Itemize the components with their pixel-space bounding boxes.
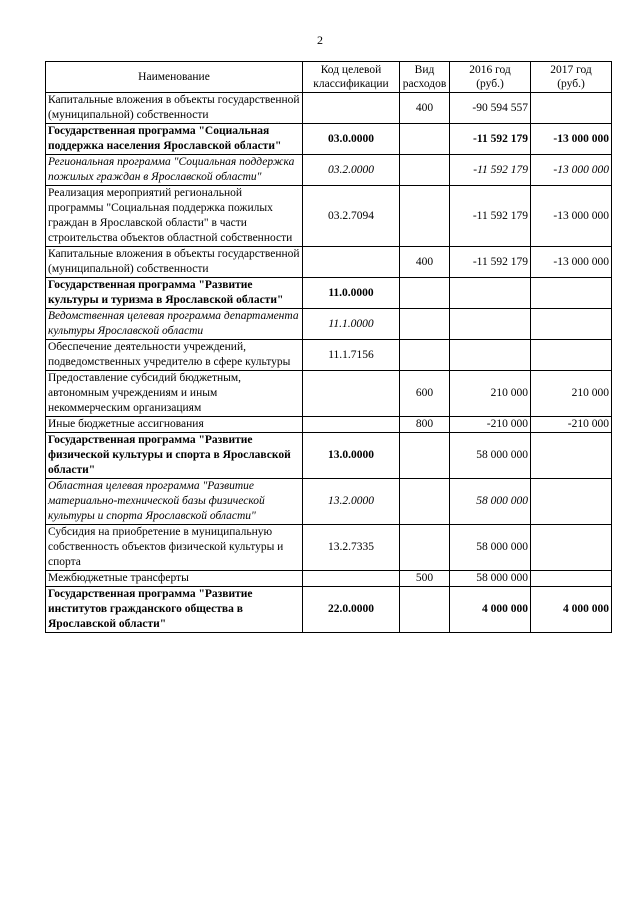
row-2016: 210 000 [450, 371, 531, 417]
table-row [46, 124, 612, 155]
header-2017-line1: 2017 год [550, 64, 592, 76]
row-code: 13.2.7335 [303, 525, 400, 571]
header-kind [400, 62, 450, 93]
row-name: Реализация мероприятий региональной программы "Социальная поддержка пожилых граждан в Ярославской области" в части строительства объектов областной собственности [46, 186, 303, 247]
table-row [46, 571, 612, 587]
row-2017: -210 000 [531, 417, 612, 433]
header-2016-line2: (руб.) [476, 78, 504, 90]
row-2017: -13 000 000 [531, 155, 612, 186]
row-kind [400, 340, 450, 371]
row-name: Государственная программа "Развитие культуры и туризма в Ярославской области" [46, 278, 303, 309]
table-row [46, 247, 612, 278]
row-2017 [531, 93, 612, 124]
row-2017: -13 000 000 [531, 124, 612, 155]
row-kind: 600 [400, 371, 450, 417]
row-2016: 58 000 000 [450, 525, 531, 571]
row-code: 13.0.0000 [303, 433, 400, 479]
page-number: 2 [317, 33, 323, 47]
row-2016: -11 592 179 [450, 155, 531, 186]
row-name: Государственная программа "Развитие институтов гражданского общества в Ярославской области" [46, 587, 303, 633]
table-row [46, 433, 612, 479]
header-code [303, 62, 400, 93]
row-code [303, 571, 400, 587]
row-code: 03.2.7094 [303, 186, 400, 247]
row-2017: -13 000 000 [531, 247, 612, 278]
row-name: Региональная программа "Социальная поддержка пожилых граждан в Ярославской области" [46, 155, 303, 186]
row-kind [400, 479, 450, 525]
row-code: 13.2.0000 [303, 479, 400, 525]
row-code [303, 417, 400, 433]
table-row [46, 278, 612, 309]
row-code [303, 93, 400, 124]
row-name: Капитальные вложения в объекты государственной (муниципальной) собственности [46, 93, 303, 124]
row-kind: 800 [400, 417, 450, 433]
table-row [46, 155, 612, 186]
row-2016 [450, 278, 531, 309]
row-code: 03.2.0000 [303, 155, 400, 186]
row-name: Областная целевая программа "Развитие материально-технической базы физической культуры и спорта Ярославской области" [46, 479, 303, 525]
row-code [303, 371, 400, 417]
row-code [303, 247, 400, 278]
row-2016: 58 000 000 [450, 433, 531, 479]
row-name: Иные бюджетные ассигнования [46, 417, 303, 433]
table-row [46, 309, 612, 340]
row-2016 [450, 309, 531, 340]
table-row [46, 93, 612, 124]
row-kind [400, 124, 450, 155]
header-2017 [531, 62, 612, 93]
row-kind [400, 155, 450, 186]
row-2017 [531, 479, 612, 525]
table-row [46, 186, 612, 247]
header-2016-line1: 2016 год [469, 64, 511, 76]
row-name: Обеспечение деятельности учреждений, подведомственных учредителю в сфере культуры [46, 340, 303, 371]
row-2017: -13 000 000 [531, 186, 612, 247]
table-row [46, 587, 612, 633]
row-kind: 500 [400, 571, 450, 587]
row-kind: 400 [400, 247, 450, 278]
row-code: 03.0.0000 [303, 124, 400, 155]
budget-table [45, 61, 612, 633]
table-row [46, 340, 612, 371]
row-kind [400, 587, 450, 633]
row-2017: 210 000 [531, 371, 612, 417]
table-row [46, 525, 612, 571]
row-code: 11.1.7156 [303, 340, 400, 371]
header-2017-line2: (руб.) [557, 78, 585, 90]
header-2016 [450, 62, 531, 93]
row-name: Межбюджетные трансферты [46, 571, 303, 587]
table-row [46, 371, 612, 417]
row-name: Предоставление субсидий бюджетным, автономным учреждениям и иным некоммерческим организациям [46, 371, 303, 417]
row-name: Государственная программа "Социальная поддержка населения Ярославской области" [46, 124, 303, 155]
row-name: Ведомственная целевая программа департамента культуры Ярославской области [46, 309, 303, 340]
row-2016: -11 592 179 [450, 247, 531, 278]
row-name: Капитальные вложения в объекты государственной (муниципальной) собственности [46, 247, 303, 278]
row-2017 [531, 340, 612, 371]
row-code: 22.0.0000 [303, 587, 400, 633]
row-kind [400, 278, 450, 309]
table-row [46, 479, 612, 525]
row-2016: -11 592 179 [450, 124, 531, 155]
row-2017 [531, 309, 612, 340]
row-2016: -210 000 [450, 417, 531, 433]
row-2016 [450, 340, 531, 371]
row-2016: 58 000 000 [450, 571, 531, 587]
row-2016: -11 592 179 [450, 186, 531, 247]
header-name: Наименование [46, 62, 303, 93]
row-kind [400, 525, 450, 571]
row-kind [400, 186, 450, 247]
row-2017 [531, 525, 612, 571]
row-kind: 400 [400, 93, 450, 124]
row-2016: 4 000 000 [450, 587, 531, 633]
row-code: 11.0.0000 [303, 278, 400, 309]
row-kind [400, 309, 450, 340]
row-name: Государственная программа "Развитие физической культуры и спорта в Ярославской области" [46, 433, 303, 479]
row-2017: 4 000 000 [531, 587, 612, 633]
header-kind-line2: расходов [402, 78, 447, 90]
row-2017 [531, 278, 612, 309]
header-kind-line1: Вид [414, 64, 435, 76]
row-name: Субсидия на приобретение в муниципальную собственность объектов физической культуры и спорта [46, 525, 303, 571]
row-code: 11.1.0000 [303, 309, 400, 340]
table-header-row [46, 62, 612, 93]
header-code-line2: классификации [313, 78, 389, 90]
table-row [46, 417, 612, 433]
row-2017 [531, 571, 612, 587]
row-2016: -90 594 557 [450, 93, 531, 124]
row-2016: 58 000 000 [450, 479, 531, 525]
header-code-line1: Код целевой [320, 64, 382, 76]
row-2017 [531, 433, 612, 479]
row-kind [400, 433, 450, 479]
